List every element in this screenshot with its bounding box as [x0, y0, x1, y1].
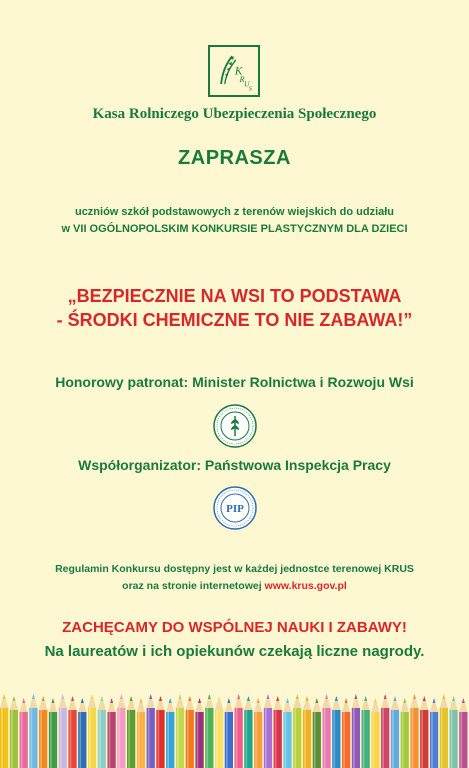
pencil [264, 694, 272, 768]
prizes-text: Na laureatów i ich opiekunów czekają liczne nagrody. [44, 643, 425, 660]
encouragement-text: ZACHĘCAMY DO WSPÓLNEJ NAUKI I ZABAWY! [62, 619, 407, 636]
rules-line-1: Regulamin Konkursu dostępny jest w każdej jednostce terenowej KRUS [55, 563, 414, 575]
pencil [215, 696, 223, 768]
pencil [98, 696, 106, 768]
slogan-line-2: - ŚRODKI CHEMICZNE TO NIE ZABAWA!” [56, 310, 413, 330]
pencil [195, 698, 203, 768]
pencil [186, 696, 194, 768]
svg-text:S: S [248, 85, 253, 93]
pencil [205, 694, 213, 768]
intro-line-1: uczniów szkół podstawowych z terenów wiejskich do udziału [74, 206, 395, 218]
pencil [449, 696, 457, 768]
pencil [78, 698, 86, 768]
pencil [137, 698, 145, 768]
pencil [401, 698, 409, 768]
svg-text:K: K [234, 65, 243, 78]
pencil [59, 694, 67, 768]
pencil [166, 698, 174, 768]
pencil [225, 698, 233, 768]
pencil [254, 698, 262, 768]
intro-line-2: w VII OGÓLNOPOLSKIM KONKURSIE PLASTYCZNYM DLA DZIECI [61, 223, 408, 235]
ministry-seal [212, 403, 258, 449]
pencil [235, 694, 243, 768]
pip-initials: PIP [226, 503, 244, 515]
pencil [459, 698, 467, 768]
pencil [68, 696, 76, 768]
pip-seal-icon [212, 485, 258, 531]
pencil [10, 696, 18, 768]
patronage-text: Honorowy patronat: Minister Rolnictwa i Rozwoju Wsi [55, 374, 414, 390]
pencil [342, 698, 350, 768]
pencil [147, 694, 155, 768]
pencil [244, 696, 252, 768]
organization-name: Kasa Rolniczego Ubezpieczenia Społecznego [92, 106, 377, 122]
pencil [391, 696, 399, 768]
pencil [313, 698, 321, 768]
pencil [39, 696, 47, 768]
pencil [303, 696, 311, 768]
krus-logo-icon [210, 47, 258, 95]
pencil [274, 696, 282, 768]
pencil [107, 698, 115, 768]
pencil [322, 694, 330, 768]
pencil [410, 694, 418, 768]
svg-text:R: R [239, 75, 245, 85]
rules-text [0, 561, 469, 595]
slogan-line-1: „BEZPIECZNIE NA WSI TO PODSTAWA [67, 286, 402, 306]
pip-seal [212, 485, 258, 531]
pencil [381, 694, 389, 768]
pencil [420, 696, 428, 768]
pencil [29, 694, 37, 768]
pencil [440, 694, 448, 768]
pencil [88, 694, 96, 768]
pencil [283, 698, 291, 768]
rules-line-2-prefix: oraz na stronie internetowej [122, 580, 262, 592]
pencil [362, 696, 370, 768]
contest-slogan [0, 284, 469, 332]
colored-pencils-border [0, 688, 469, 768]
pencil [156, 696, 164, 768]
pencil [430, 698, 438, 768]
pencil [0, 694, 8, 768]
intro-text [0, 204, 469, 238]
co-organizer-text: Współorganizator: Państwowa Inspekcja Pracy [78, 457, 391, 473]
ministry-seal-icon [212, 403, 258, 449]
pencil [20, 698, 28, 768]
pencil [127, 696, 135, 768]
pencil [371, 698, 379, 768]
rules-line-2 [0, 578, 469, 595]
pencil [352, 694, 360, 768]
pencil [293, 694, 301, 768]
pencil [176, 694, 184, 768]
pencil [49, 698, 57, 768]
svg-text:U: U [244, 79, 250, 89]
headline: ZAPRASZA [178, 147, 291, 169]
krus-website-link[interactable]: www.krus.gov.pl [264, 580, 347, 592]
pencil [117, 694, 125, 768]
pencil [332, 696, 340, 768]
krus-logo [208, 45, 260, 97]
